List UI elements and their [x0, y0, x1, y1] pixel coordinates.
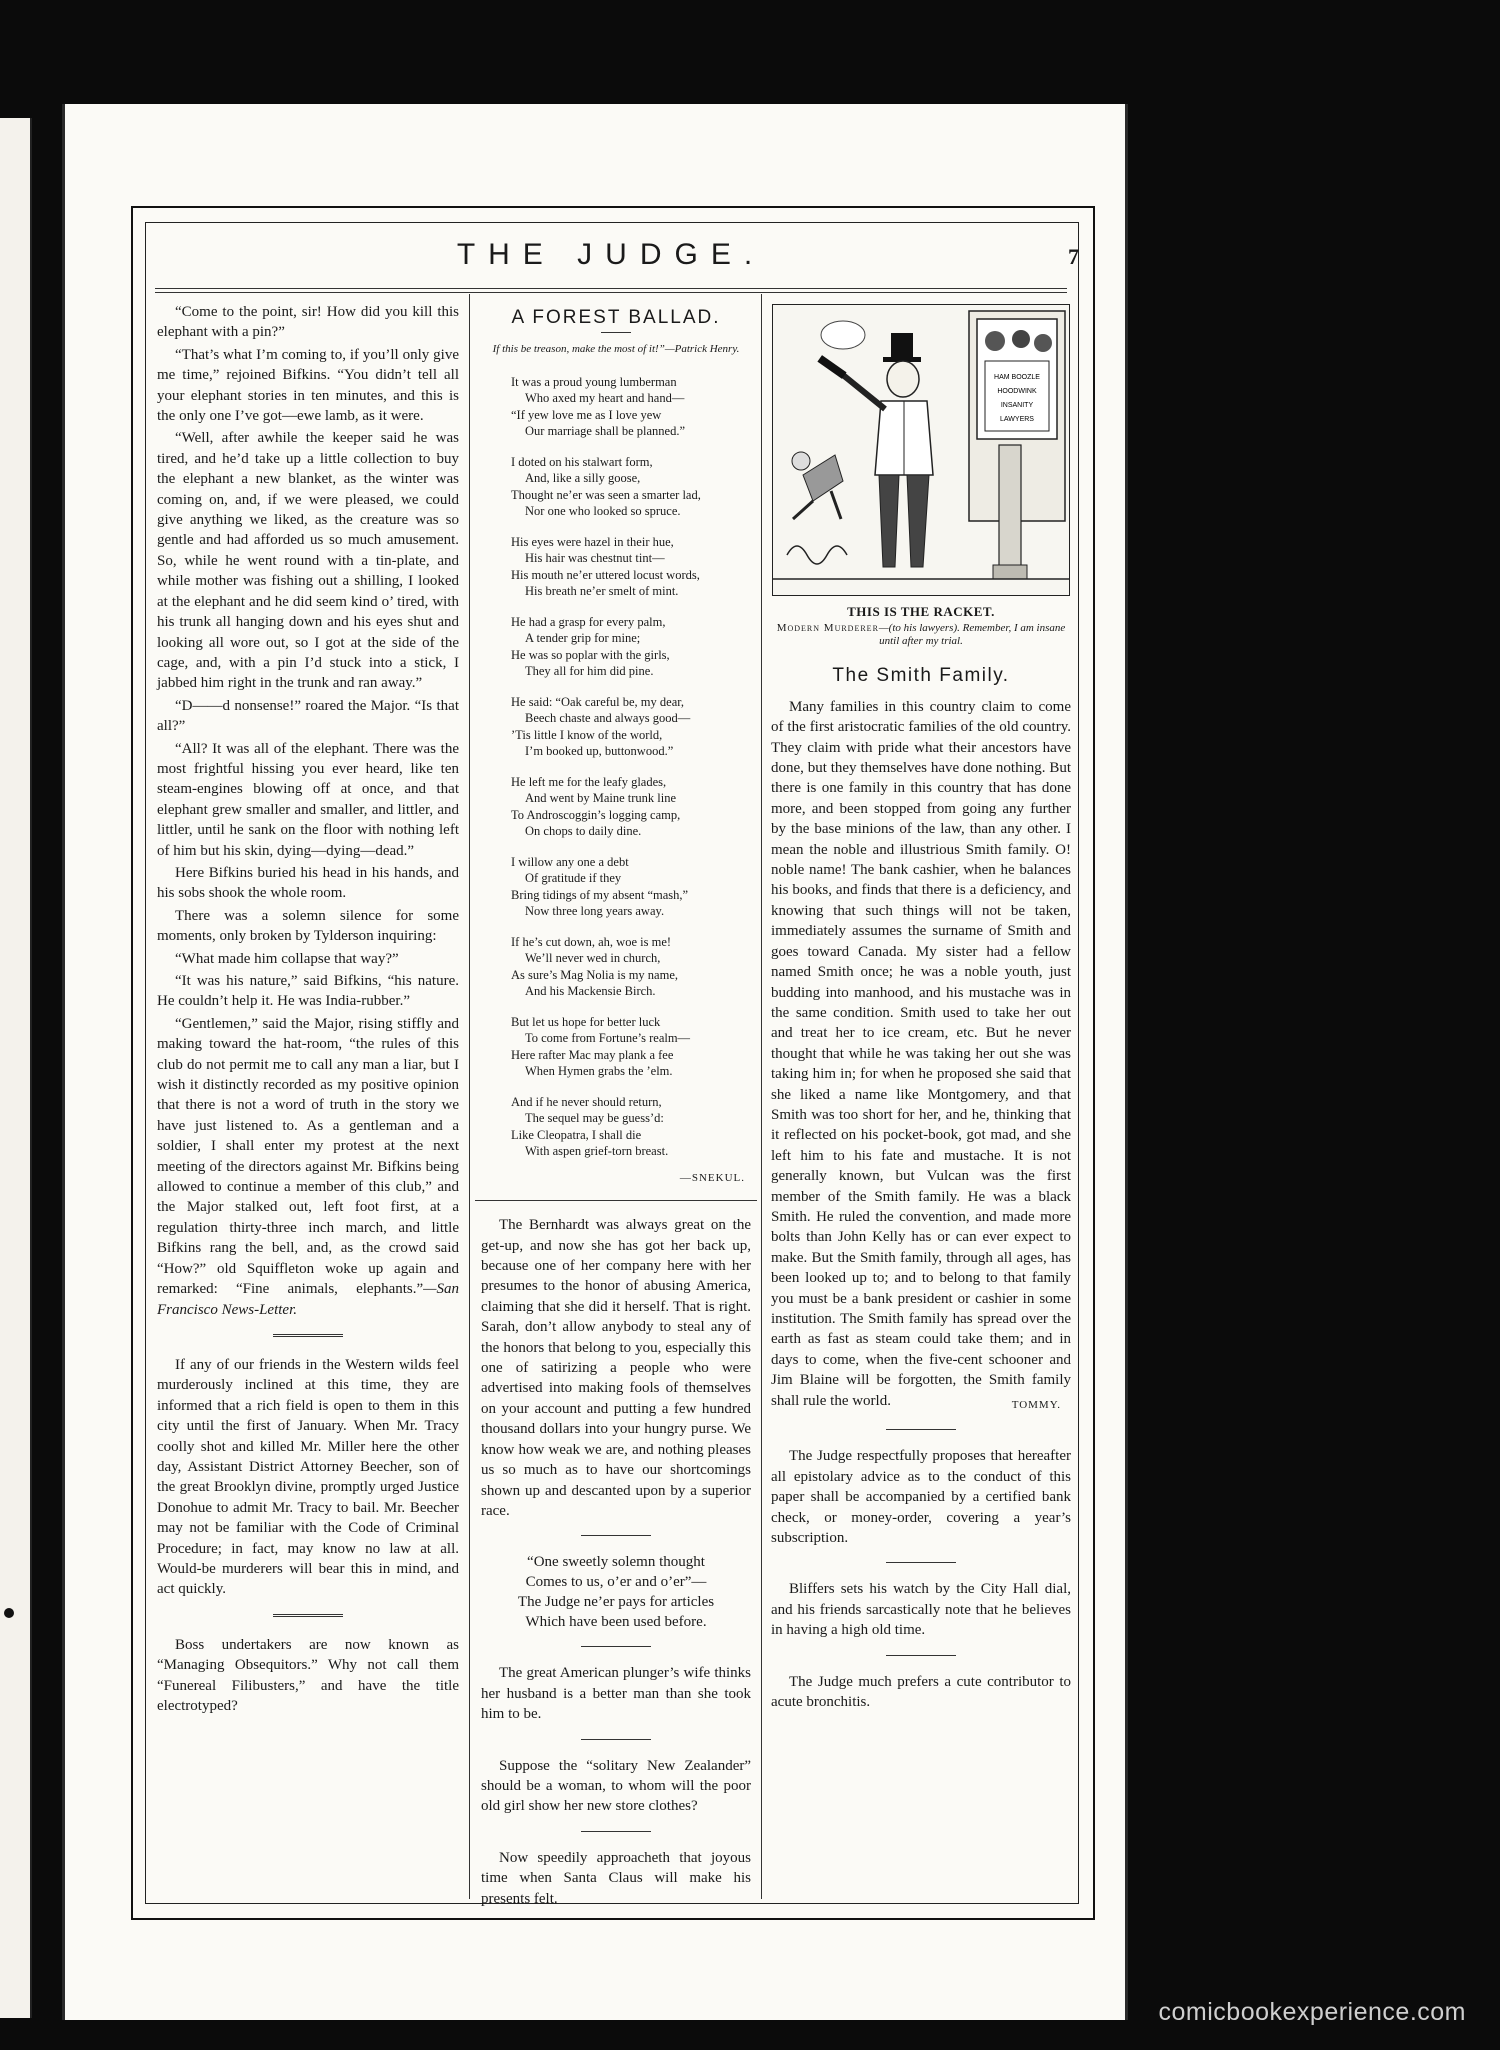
- story-final-text: “Gentlemen,” said the Major, rising stiffly and making toward the hat-room, “the rules of this club do not permit me to call any man a liar, but I wish it distinctly recorded as my positive opinion that there is not a word of truth in the story we have just listened to. As a gentleman and a soldier, I shall enter my protest at the next meeting of the directors against Mr. Bifkins being allowed to continue a member of this club,” and the Major stalked out, left foot first, at a regulation thirty-three inch march, and little Bifkins rang the bell, and, as the crowd said “How?” old Squiffleton woke up again and remarked: “Fine animals, elephants.”: [157, 1015, 459, 1298]
- verse-line: When Hymen grabs the ’elm.: [525, 1064, 673, 1079]
- verse-line: Here rafter Mac may plank a fee: [511, 1047, 674, 1062]
- verse-line: Nor one who looked so spruce.: [525, 504, 681, 519]
- ballad-stanza: [511, 374, 751, 440]
- smith-signature: TOMMY.: [1011, 1399, 1061, 1412]
- section-rule: [475, 1200, 757, 1201]
- verse-line: Our marriage shall be planned.”: [525, 424, 686, 439]
- verse-line: He left me for the leafy glades,: [511, 774, 667, 789]
- story-paragraph: “It was his nature,” said Bifkins, “his nature. He couldn’t help it. He was India-rubber.”: [157, 973, 459, 1010]
- verse-line: Of gratitude if they: [525, 871, 622, 886]
- ballad-stanza: [511, 1094, 751, 1160]
- verse-line: Beech chaste and always good—: [525, 711, 691, 726]
- verse-line: It was a proud young lumberman: [511, 374, 677, 389]
- item-separator: [886, 1562, 956, 1563]
- verse-line: If he’s cut down, ah, woe is me!: [511, 934, 672, 949]
- caption-speaker: Modern Murderer: [776, 622, 879, 635]
- verse-line: On chops to daily dine.: [525, 824, 642, 839]
- verse-line: His breath ne’er smelt of mint.: [525, 584, 679, 599]
- santa-item: Now speedily approacheth that joyous time when Santa Claus will make his presents felt.: [481, 1849, 751, 1907]
- verse-line: To come from Fortune’s realm—: [525, 1031, 691, 1046]
- svg-text:INSANITY: INSANITY: [1000, 402, 1034, 409]
- verse-line: ’Tis little I know of the world,: [511, 727, 663, 742]
- verse-line: With aspen grief-torn breast.: [525, 1144, 669, 1159]
- column-divider-1: [469, 294, 470, 1899]
- item-separator: [581, 1535, 651, 1536]
- verse-line: And went by Maine trunk line: [525, 791, 677, 806]
- cartoon-caption: [771, 622, 1071, 648]
- item-separator: [886, 1655, 956, 1656]
- story-paragraph: There was a solemn silence for some moments, only broken by Tylderson inquiring:: [157, 907, 459, 945]
- ballad-title: A FOREST BALLAD.: [511, 307, 721, 328]
- verse-line: They all for him did pine.: [525, 664, 654, 679]
- ballad-stanza: [511, 694, 751, 760]
- verse-line: His eyes were hazel in their hue,: [511, 534, 674, 549]
- verse-line: But let us hope for better luck: [511, 1014, 661, 1029]
- ballad-epigraph: If this be treason, make the most of it!”—Patrick Henry.: [492, 343, 740, 356]
- masthead-title: THE JUDGE.: [456, 238, 766, 271]
- verse-line: He had a grasp for every palm,: [511, 614, 666, 629]
- item-separator: [581, 1739, 651, 1740]
- ballad-stanza: [511, 854, 751, 920]
- verse-line: Which have been used before.: [525, 1614, 707, 1631]
- masthead-rule-top: [155, 288, 1067, 289]
- story-paragraph: Here Bifkins buried his head in his hands, and his sobs shook the whole room.: [157, 864, 459, 902]
- smith-family-text: Many families in this country claim to come of the first aristocratic families of the old country. They claim with pride what their ancestors have done, but they themselves have done nothing. But there is one family in this country that has done more, and been stopped from going any further by the base minions of the law, than any other. I mean the noble and illustrious Smith family. O! noble name! The bank cashier, when he balances his books, and finds that there is a deficiency, and knowing that such things will not be taken, immediately assumes the surname of Smith and goes toward Canada. My sister had a fellow named Smith once; he was a noble youth, just budding into manhood, and his mustache was in the same condition. Smith used to take her out and treat her to ice cream, etc. But he never thought that while he was taking her out she was taking him in; for when he proposed she said that she liked a name like Montgomery, and that Smith was too short for her, and he, thinking that it reflected on his pocket-book, got mad, and she left him to his fate and mustache. It is not generally known, but Vulcan was the first member of the Smith family. He was a black Smith. He ruled the convention, and made more bolts than John Kelly has or can ever expect to make. But the Smith family, through all ages, has been looked up to; and to belong to that family you must be a bank president or cashier in some institution. The Smith family has spread over the earth as fast as steam could take them; and in days to come, when the five-cent schooner and Jim Blaine will be forgotten, the Smith family shall rule the world.: [771, 698, 1071, 1409]
- verse-line: His mouth ne’er uttered locust words,: [511, 567, 700, 582]
- item-separator: [886, 1429, 956, 1430]
- story-paragraph: “Come to the point, sir! How did you kill this elephant with a pin?”: [157, 304, 459, 341]
- item-separator: [581, 1831, 651, 1832]
- verse-line: Who axed my heart and hand—: [525, 391, 685, 406]
- ballad-stanza: [511, 614, 751, 680]
- story-paragraph: [157, 1014, 459, 1320]
- ballad-stanza: [511, 1014, 751, 1080]
- verse-line: I willow any one a debt: [511, 854, 629, 869]
- column-divider-2: [761, 294, 762, 1899]
- adjacent-page-edge: [0, 118, 32, 2018]
- page-number: 7: [1068, 244, 1079, 269]
- binding-mark: [4, 1608, 14, 1618]
- column-middle: [481, 302, 751, 1911]
- svg-text:HAM BOOZLE: HAM BOOZLE: [994, 374, 1040, 381]
- cartoon-illustration: [772, 304, 1070, 596]
- item-separator: [273, 1334, 343, 1339]
- verse-line: The sequel may be guess’d:: [525, 1111, 664, 1126]
- svg-text:HOODWINK: HOODWINK: [997, 388, 1037, 395]
- story-paragraph: “D——d nonsense!” roared the Major. “Is that all?”: [157, 697, 459, 735]
- newspaper-page: [62, 104, 1128, 2020]
- zealander-item: Suppose the “solitary New Zealander” should be a woman, to whom will the poor old girl show her new store clothes?: [481, 1757, 751, 1815]
- verse-line: As sure’s Mag Nolia is my name,: [511, 967, 678, 982]
- judge-verse: [481, 1552, 751, 1632]
- caption-remark: —(to his lawyers). Remember, I am insane until after my trial.: [878, 622, 1066, 648]
- verse-line: We’ll never wed in church,: [525, 951, 661, 966]
- bliffers-item: Bliffers sets his watch by the City Hall dial, and his friends sarcastically note that he believes in having a high old time.: [771, 1581, 1071, 1639]
- svg-text:LAWYERS: LAWYERS: [1000, 416, 1034, 423]
- story-citation: —San Francisco News-Letter.: [157, 1281, 459, 1318]
- story-paragraph: “That’s what I’m coming to, if you’ll only give me time,” rejoined Bifkins. “You didn’t tell all your elephant stories in ten minutes, and this is the only one I’ve got—ewe lamb, as it were.: [157, 346, 459, 425]
- verse-line: Thought ne’er was seen a smarter lad,: [511, 487, 701, 502]
- ballad-stanza: [511, 774, 751, 840]
- ballad-signature: —SNEKUL.: [679, 1171, 745, 1184]
- ballad-stanza: [511, 454, 751, 520]
- verse-line: “If yew love me as I love yew: [511, 407, 662, 422]
- plunger-item: The great American plunger’s wife thinks her husband is a better man than she took him to be.: [481, 1665, 751, 1723]
- cartoon-caption-title: THIS IS THE RACKET.: [847, 604, 995, 619]
- item-separator: [273, 1614, 343, 1619]
- verse-line: To Androscoggin’s logging camp,: [511, 807, 681, 822]
- item-separator: [581, 1646, 651, 1647]
- undertakers-item: Boss undertakers are now known as “Managing Obsequitors.” Why not call them “Funereal Filibusters,” and have the title electrotyped?: [157, 1636, 459, 1714]
- title-rule: [601, 332, 631, 333]
- tracy-item: If any of our friends in the Western wilds feel murderously inclined at this time, they are informed that a rich field is open to them in this city until the first of January. When Mr. Tracy coolly shot and killed Mr. Miller here the other day, Assistant District Attorney Beecher, son of the great Brooklyn divine, promptly urged Justice Donohue to admit Mr. Tracy to bail. Mr. Beecher may not be familiar with the Code of Criminal Procedure; in fact, may know no law at all. Would-be murderers will bear this in mind, and act quickly.: [157, 1356, 459, 1598]
- verse-line: He was so poplar with the girls,: [511, 647, 670, 662]
- story-paragraph: “Well, after awhile the keeper said he was tired, and he’d take up a little collection to buy the elephant a new blanket, as the winter was coming on, and, if we were pleased, we could give anything we liked, as the creature was so gentle and had afforded us so much amusement. So, while he went round with a tin-plate, and while mother was fishing out a shilling, I looked at the elephant and he did seem kind o’ tired, with his trunk all hanging down and his eyes shut and looking all wore out, so I got at the side of the cage, and, with a pin I’d stuck into a stick, I jabbed him right in the trunk and ran away.”: [157, 430, 459, 692]
- verse-line: He said: “Oak careful be, my dear,: [511, 694, 685, 709]
- column-right: [771, 302, 1071, 1715]
- verse-line: “One sweetly solemn thought: [527, 1554, 705, 1571]
- verse-line: And if he never should return,: [511, 1094, 662, 1109]
- verse-line: Bring tidings of my absent “mash,”: [511, 887, 689, 902]
- column-left: [157, 302, 459, 1718]
- bernhardt-item: The Bernhardt was always great on the get-up, and now she has got her back up, because one of her company here with her presumes to the honor of abusing America, claiming that she did it herself. That is right. Sarah, don’t allow anybody to steal any of the honors that belong to you, especially this one of satirizing a people who were advertised into making fools of themselves on your account and putting a few hundred thousand dollars into your hungry purse. We know how weak we are, and nothing pleases us so much as to have our shortcomings shown up and descanted upon by a superior race.: [481, 1217, 751, 1519]
- verse-line: Comes to us, o’er and o’er”—: [525, 1574, 707, 1591]
- verse-line: Like Cleopatra, I shall die: [511, 1127, 642, 1142]
- verse-line: And his Mackensie Birch.: [525, 984, 656, 999]
- verse-line: His hair was chestnut tint—: [525, 551, 665, 566]
- verse-line: I’m booked up, buttonwood.”: [525, 744, 674, 759]
- masthead-rule-bottom: [155, 292, 1067, 293]
- ballad-stanza: [511, 934, 751, 1000]
- story-paragraph: “What made him collapse that way?”: [175, 950, 399, 967]
- verse-line: The Judge ne’er pays for articles: [517, 1594, 715, 1611]
- judge-note-item: The Judge respectfully proposes that hereafter all epistolary advice as to the conduct of this paper shall be accompanied by a certified bank check, or money-order, covering a year’s subscription.: [771, 1448, 1071, 1547]
- story-paragraph: “All? It was all of the elephant. There was the most frightful hissing you ever heard, like ten steam-engines blowing off at once, and that elephant grew smaller and smaller, and littler, and littler, until he sank on the floor with nothing left of him but his skin, dying—dying—dead.”: [157, 740, 459, 859]
- verse-line: A tender grip for mine;: [525, 631, 641, 646]
- contributor-item: The Judge much prefers a cute contributor to acute bronchitis.: [771, 1673, 1071, 1711]
- smith-family-title: The Smith Family.: [832, 665, 1010, 687]
- verse-line: Now three long years away.: [525, 904, 665, 919]
- ballad-stanza: [511, 534, 751, 600]
- verse-line: I doted on his stalwart form,: [511, 454, 653, 469]
- verse-line: And, like a silly goose,: [525, 471, 641, 486]
- site-watermark: comicbookexperience.com: [1158, 1998, 1466, 2026]
